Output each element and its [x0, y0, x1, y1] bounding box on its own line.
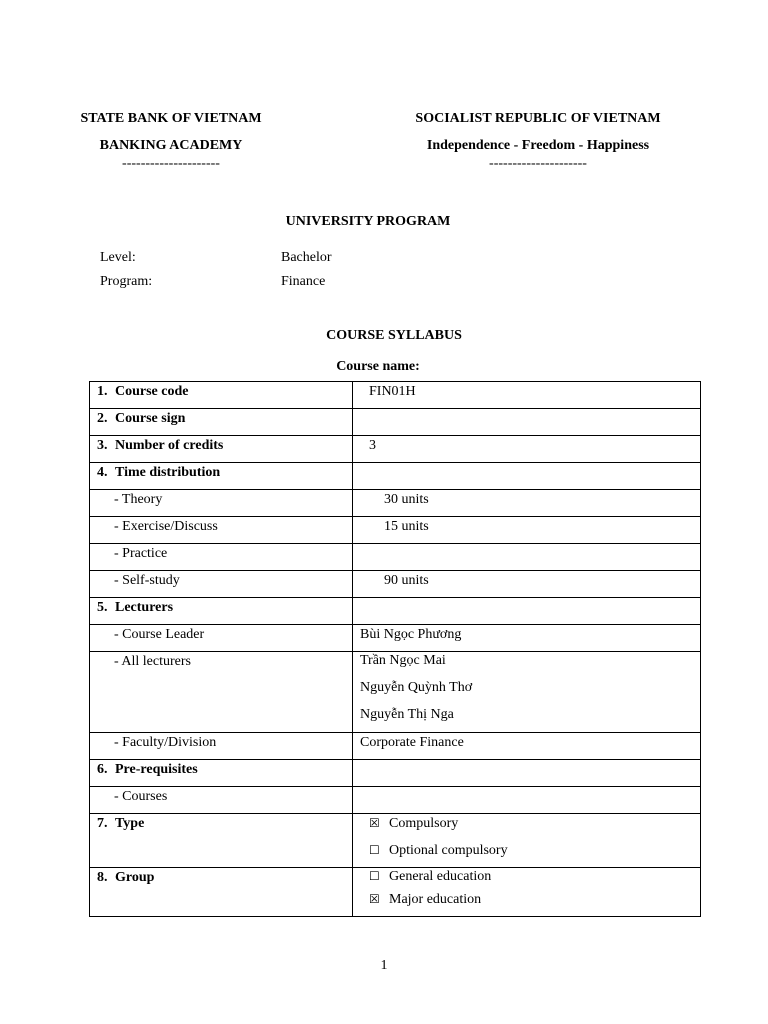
syllabus-title: COURSE SYLLABUS — [326, 328, 462, 343]
syllabus-table — [89, 381, 701, 917]
row-label-cell — [90, 760, 353, 787]
option-label: Optional compulsory — [389, 843, 508, 858]
table-row-course-code — [90, 382, 701, 409]
row-value: Corporate Finance — [360, 735, 464, 750]
row-label-cell — [90, 463, 353, 490]
lecturer-name: Nguyễn Quỳnh Thơ — [360, 680, 473, 695]
program-value: Finance — [281, 274, 326, 289]
practice-value — [353, 544, 701, 571]
option-label: General education — [389, 869, 492, 884]
row-label-cell — [90, 517, 353, 544]
all-lecturers-value — [353, 652, 701, 733]
theory-value — [353, 490, 701, 517]
row-value: 15 units — [384, 519, 429, 534]
course-code-value — [353, 382, 701, 409]
row-label: Pre-requisites — [115, 762, 198, 777]
row-label-cell — [90, 787, 353, 814]
lecturer-name: Trần Ngọc Mai — [360, 653, 446, 668]
table-row-prerequisites — [90, 760, 701, 787]
page-number: 1 — [380, 958, 388, 973]
row-label: Lecturers — [115, 600, 174, 615]
row-label-cell — [90, 436, 353, 463]
table-row-exercise — [90, 517, 701, 544]
row-number: 1. — [97, 384, 108, 399]
row-label-cell — [90, 571, 353, 598]
level-value: Bachelor — [281, 250, 332, 265]
type-options — [353, 814, 701, 868]
option-label: Compulsory — [389, 816, 459, 831]
row-value — [360, 787, 700, 788]
unchecked-box-icon: ☐ — [369, 869, 380, 883]
lecturer-name: Nguyễn Thị Nga — [360, 707, 454, 722]
row-label: Type — [115, 816, 145, 831]
row-number: 5. — [97, 600, 108, 615]
row-value — [369, 409, 700, 410]
row-label-cell — [90, 868, 353, 917]
row-label-cell — [90, 814, 353, 868]
row-label: - Course Leader — [114, 627, 205, 642]
row-number: 7. — [97, 816, 108, 831]
table-row-theory — [90, 490, 701, 517]
row-label-cell — [90, 382, 353, 409]
row-number: 6. — [97, 762, 108, 777]
table-row-type — [90, 814, 701, 868]
row-label-cell — [90, 598, 353, 625]
row-label-cell — [90, 409, 353, 436]
row-label: - Courses — [114, 789, 168, 804]
row-number: 3. — [97, 438, 108, 453]
row-label: - Theory — [114, 492, 163, 507]
row-value: 30 units — [384, 492, 429, 507]
row-label: - Exercise/Discuss — [114, 519, 218, 534]
table-row-time-distribution — [90, 463, 701, 490]
row-label-cell — [90, 625, 353, 652]
table-row-lecturers — [90, 598, 701, 625]
left-header-rule: --------------------- — [122, 156, 220, 171]
course-name-label: Course name: — [336, 359, 420, 374]
row-label-cell — [90, 544, 353, 571]
unchecked-box-icon: ☐ — [369, 843, 380, 857]
row-label: Time distribution — [115, 465, 221, 480]
table-row-self-study — [90, 571, 701, 598]
self-study-value — [353, 571, 701, 598]
row-value: FIN01H — [369, 384, 416, 399]
course-sign-value — [353, 409, 701, 436]
row-value — [384, 544, 700, 545]
program-title: UNIVERSITY PROGRAM — [285, 214, 451, 229]
faculty-value — [353, 733, 701, 760]
empty-cell — [353, 760, 701, 787]
row-number: 2. — [97, 411, 108, 426]
national-motto: Independence - Freedom - Happiness — [426, 138, 650, 153]
empty-cell — [353, 463, 701, 490]
table-row-practice — [90, 544, 701, 571]
program-label: Program: — [100, 274, 153, 289]
country-name: SOCIALIST REPUBLIC OF VIETNAM — [415, 111, 661, 126]
row-label-cell — [90, 733, 353, 760]
option-label: Major education — [389, 892, 482, 907]
credits-value — [353, 436, 701, 463]
group-options — [353, 868, 701, 917]
row-number: 8. — [97, 870, 108, 885]
row-number: 4. — [97, 465, 108, 480]
row-label-cell — [90, 490, 353, 517]
type-option-optional-compulsory[interactable] — [369, 837, 700, 864]
row-label-cell — [90, 652, 353, 733]
issuer-name: STATE BANK OF VIETNAM — [80, 111, 262, 126]
row-value: 3 — [369, 438, 376, 453]
row-label: - Self-study — [114, 573, 180, 588]
type-option-compulsory[interactable] — [369, 810, 700, 837]
row-label: Course code — [115, 384, 189, 399]
checked-box-icon: ☒ — [369, 816, 380, 830]
checked-box-icon: ☒ — [369, 892, 380, 906]
institution-name: BANKING ACADEMY — [99, 138, 243, 153]
table-row-credits — [90, 436, 701, 463]
table-row-all-lecturers — [90, 652, 701, 733]
row-label: Number of credits — [115, 438, 224, 453]
row-label: Group — [115, 870, 155, 885]
row-label: - All lecturers — [114, 654, 191, 669]
row-label: - Faculty/Division — [114, 735, 217, 750]
table-row-faculty — [90, 733, 701, 760]
row-label: - Practice — [114, 546, 168, 561]
table-row-course-sign — [90, 409, 701, 436]
exercise-value — [353, 517, 701, 544]
empty-cell — [353, 598, 701, 625]
row-value: 90 units — [384, 573, 429, 588]
group-option-major-education[interactable] — [369, 888, 700, 911]
table-row-group — [90, 868, 701, 917]
row-label: Course sign — [115, 411, 186, 426]
group-option-general-education[interactable] — [369, 865, 700, 888]
level-label: Level: — [100, 250, 136, 265]
right-header-rule: --------------------- — [489, 156, 587, 171]
row-value: Bùi Ngọc Phương — [360, 627, 462, 642]
